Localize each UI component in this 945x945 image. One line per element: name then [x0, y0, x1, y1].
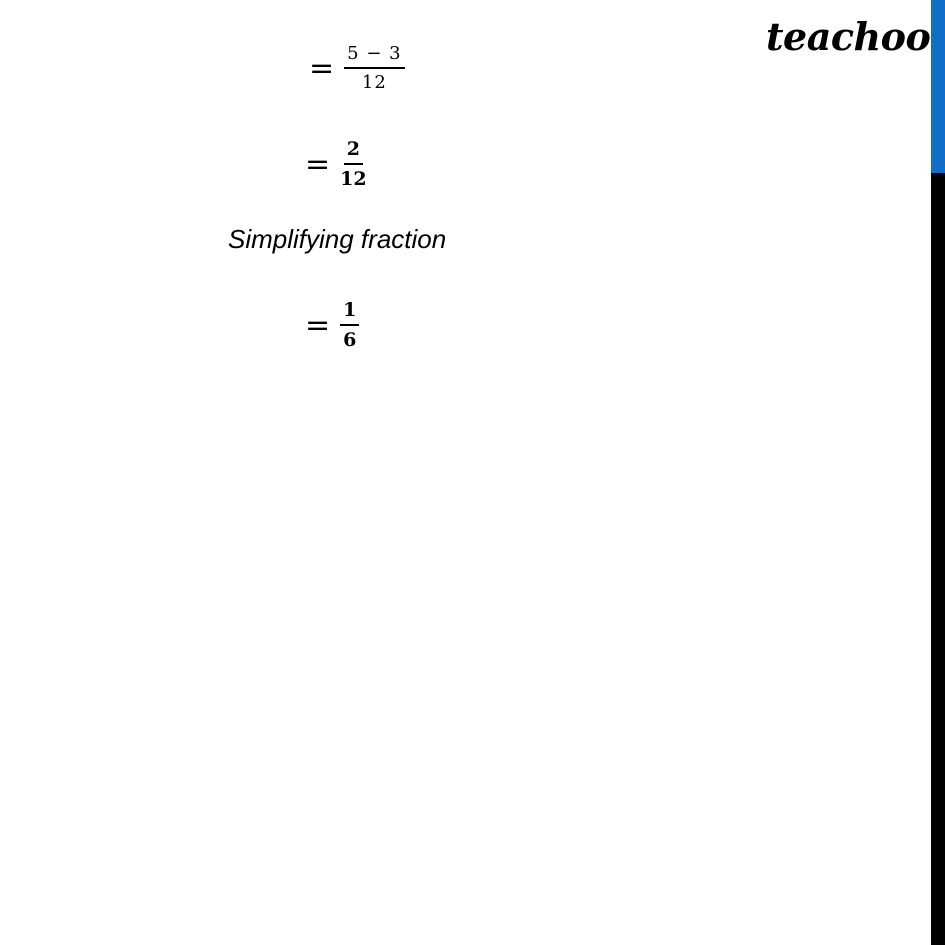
step-note: Simplifying fraction: [228, 224, 447, 254]
sidebar-accent: [931, 0, 945, 173]
fraction: [344, 45, 404, 92]
denominator: 6: [343, 329, 357, 351]
numerator: 1: [340, 301, 359, 326]
equals-sign: =: [305, 146, 331, 182]
numerator: 2: [344, 140, 363, 165]
denominator: 12: [361, 72, 387, 93]
equals-sign: =: [309, 50, 335, 86]
step-2-equation: [305, 140, 367, 189]
step-4-equation: [305, 301, 359, 350]
teachoo-logo: teachoo: [766, 14, 931, 59]
fraction: [340, 140, 366, 189]
numerator: 5 − 3: [344, 45, 404, 69]
fraction: [340, 301, 359, 350]
equals-sign: =: [305, 307, 331, 343]
step-1-equation: [309, 45, 405, 92]
denominator: 12: [340, 168, 367, 190]
